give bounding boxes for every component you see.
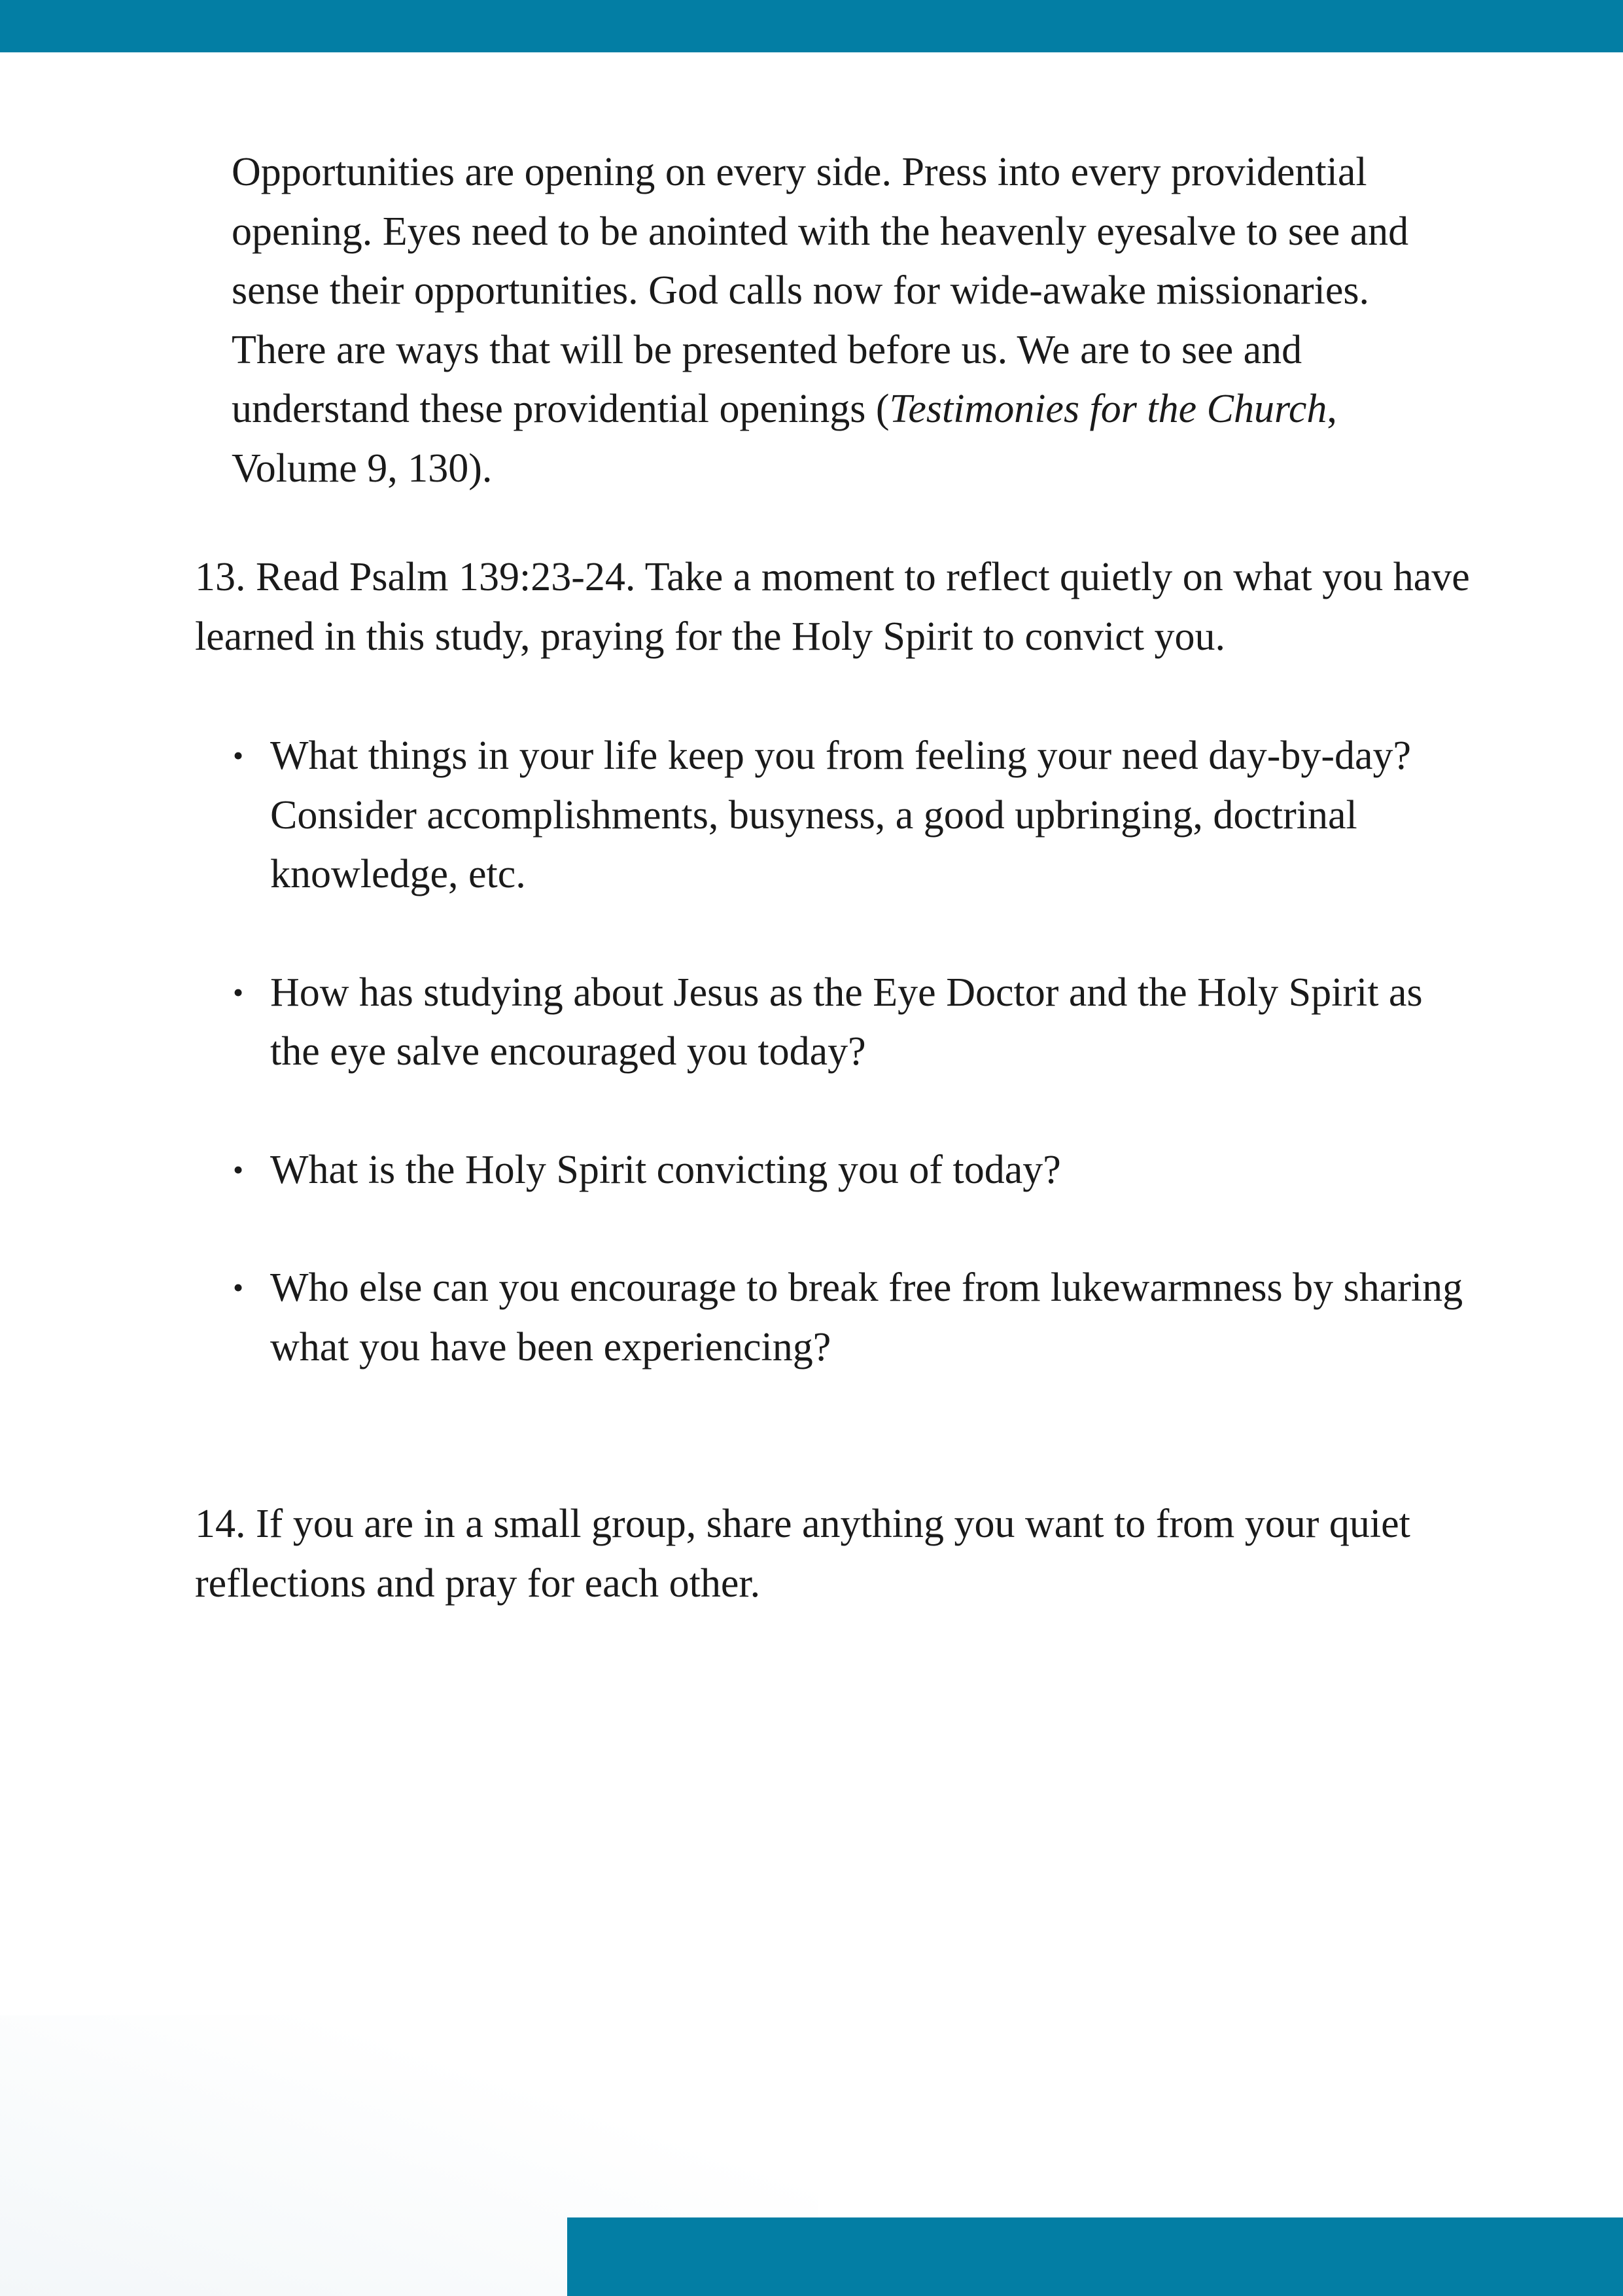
- list-item: • What is the Holy Spirit convicting you of today?: [195, 1140, 1477, 1200]
- question-13: 13. Read Psalm 139:23-24. Take a moment to reflect quietly on what you have learned in this study, praying for the Holy Spirit to convict you.: [195, 555, 1470, 659]
- quote-citation: , Volume 9, 130).: [232, 387, 1337, 491]
- question-14: 14. If you are in a small group, share anything you want to from your quiet reflections and pray for each other.: [195, 1502, 1410, 1606]
- page-content: [195, 143, 1477, 1613]
- quote-text: Opportunities are opening on every side. Press into every providential opening. Eyes need to be anointed with the heavenly eyesalve to see and sense their opportunities. God calls now for wide-awake missionaries. There are ways that will be presented before us. We are to see and understand these providential openings (: [232, 150, 1409, 431]
- list-item: • What things in your life keep you from feeling your need day-by-day? Consider accomplishments, busyness, a good upbringing, doctrinal knowledge, etc.: [195, 726, 1477, 904]
- bottom-accent-bar: [567, 2217, 1623, 2296]
- list-item: • Who else can you encourage to break free from lukewarmness by sharing what you have been experiencing?: [195, 1258, 1477, 1377]
- top-accent-bar: [0, 0, 1623, 52]
- quote-source-title: Testimonies for the Church: [889, 387, 1327, 431]
- block-quote: [232, 143, 1461, 498]
- reflection-bullet-list: [195, 726, 1477, 1377]
- list-item: • How has studying about Jesus as the Eye Doctor and the Holy Spirit as the eye salve encouraged you today?: [195, 963, 1477, 1082]
